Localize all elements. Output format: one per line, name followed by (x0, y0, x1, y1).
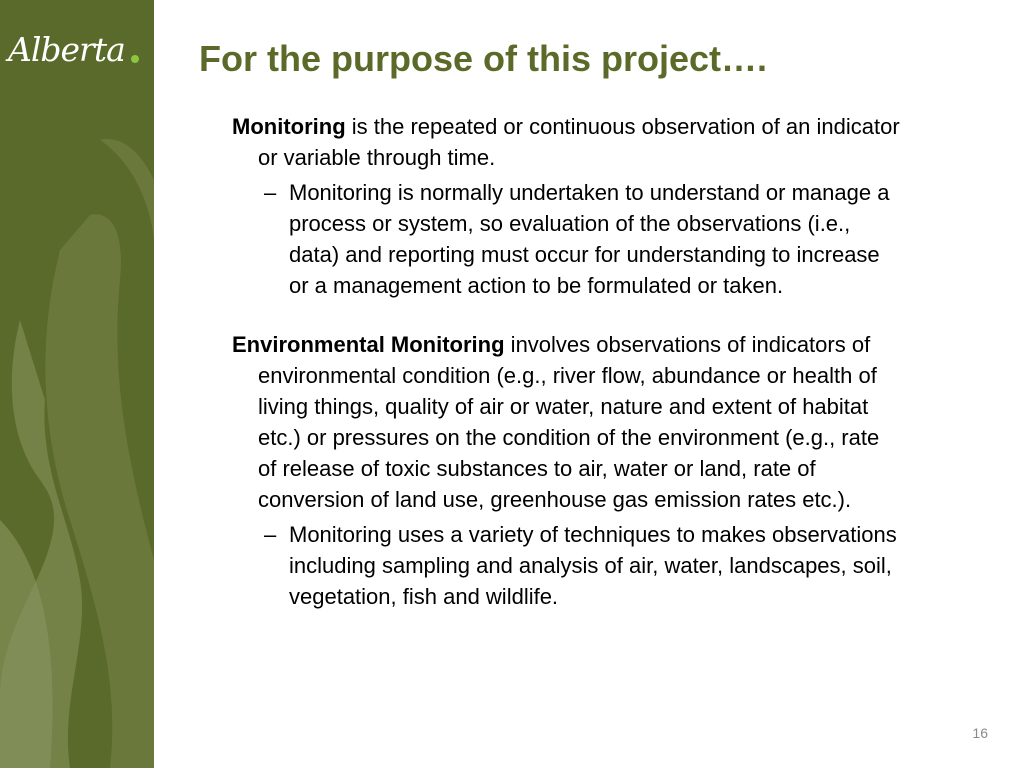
sub-point-text: Monitoring uses a variety of techniques to makes observations including sampling and analysis of air, water, landscapes, soil, vegetation, fish and wildlife. (289, 522, 897, 609)
definition-text: involves observations of indicators of environmental condition (e.g., river flow, abundance or health of living things, quality of air or water, nature and extent of habitat etc.) or pressures on the condition of the environment (e.g., rate of release of toxic substances to air, water or land, rate of conversion of land use, greenhouse gas emission rates etc.). (258, 332, 880, 512)
alberta-logo: Alberta (8, 30, 125, 69)
definition-monitoring (232, 111, 902, 173)
sidebar-decoration (0, 0, 154, 768)
sidebar (0, 0, 154, 768)
slide-body (232, 111, 902, 612)
sub-point (232, 177, 902, 301)
dash-bullet: – (264, 180, 277, 205)
dash-bullet: – (264, 522, 277, 547)
term-environmental-monitoring: Environmental Monitoring (232, 332, 505, 357)
slide-title: For the purpose of this project…. (199, 38, 768, 79)
page-number: 16 (972, 725, 988, 741)
definition-environmental-monitoring (232, 329, 902, 515)
term-monitoring: Monitoring (232, 114, 346, 139)
logo-accent-dot (131, 55, 139, 63)
definition-text: is the repeated or continuous observation of an indicator or variable through time. (258, 114, 900, 170)
sub-point-text: Monitoring is normally undertaken to understand or manage a process or system, so evaluation of the observations (i.e., data) and reporting must occur for understanding to increase or a management action to be formulated or taken. (289, 180, 890, 298)
sub-point (232, 519, 902, 612)
